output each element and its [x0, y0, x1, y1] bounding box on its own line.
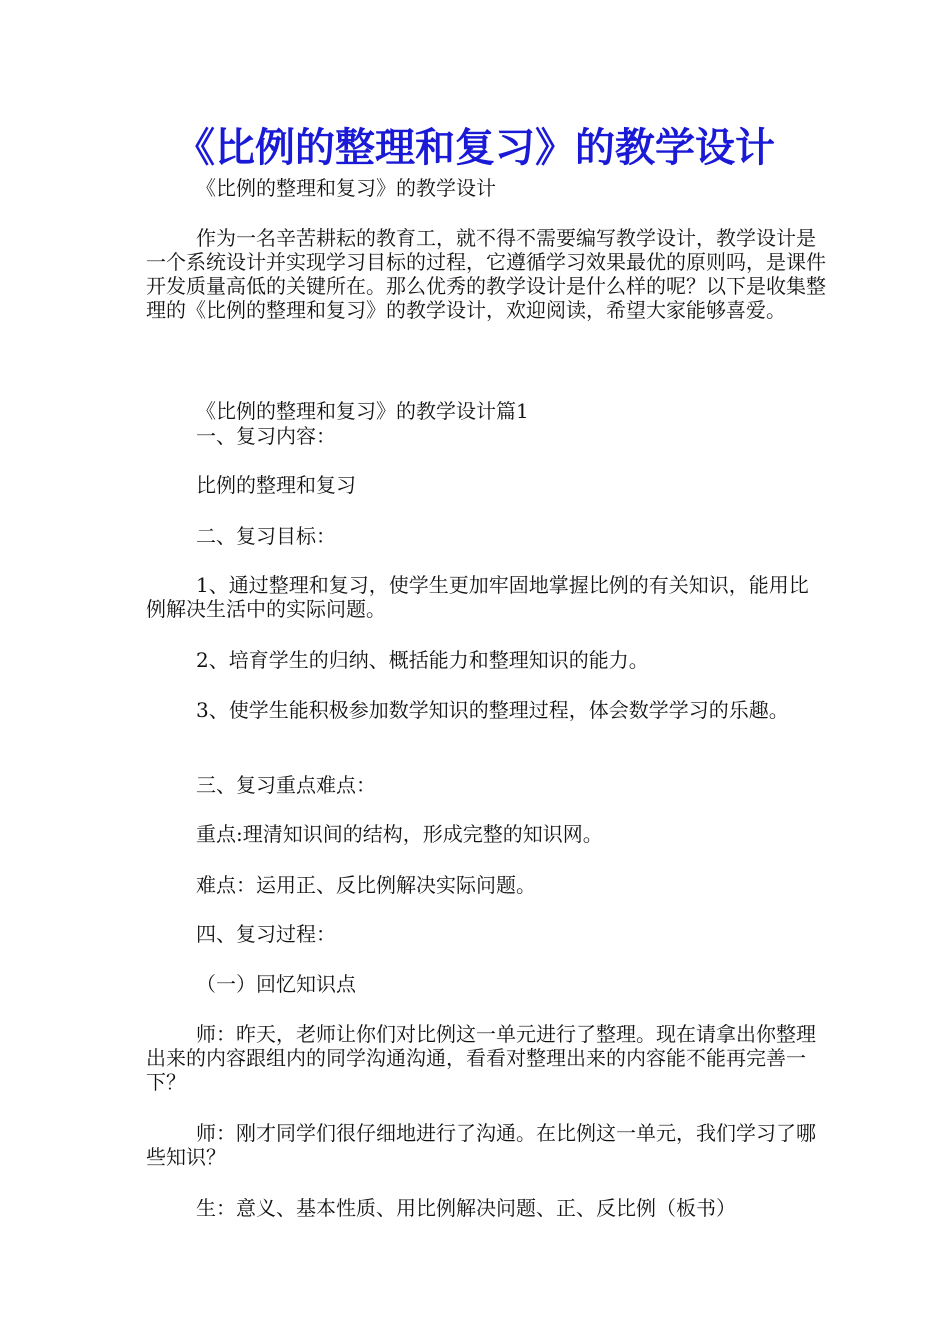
heading-key-points: 三、复习重点难点：	[196, 773, 376, 797]
heading-review-content: 一、复习内容：	[196, 424, 336, 448]
intro-paragraph: 作为一名辛苦耕耘的教育工，就不得不需要编写教学设计，教学设计是一个系统设计并实现学习目标的过程，它遵循学习效果最优的原则吗，是课件开发质量高低的关键所在。那么优秀的教学设计是什么样的呢？以下是收集整理的《比例的整理和复习》的教学设计，欢迎阅读，希望大家能够喜爱。	[146, 226, 826, 322]
difficult-point: 难点：运用正、反比例解决实际问题。	[196, 873, 536, 897]
goal-item-1: 1、通过整理和复习，使学生更加牢固地掌握比例的有关知识，能用比例解决生活中的实际问题。	[146, 573, 809, 621]
dialogue-student-1: 生：意义、基本性质、用比例解决问题、正、反比例（板书）	[196, 1196, 736, 1220]
key-point: 重点:理清知识间的结构，形成完整的知识网。	[196, 822, 603, 846]
subtitle: 《比例的整理和复习》的教学设计	[196, 176, 496, 200]
dialogue-teacher-1: 师：昨天，老师让你们对比例这一单元进行了整理。现在请拿出你整理出来的内容跟组内的同学沟通沟通，看看对整理出来的内容能不能再完善一下？	[146, 1022, 816, 1094]
paragraph-review-topic: 比例的整理和复习	[196, 473, 356, 497]
document-title: 《比例的整理和复习》的教学设计	[175, 124, 775, 171]
dialogue-teacher-2: 师：刚才同学们很仔细地进行了沟通。在比例这一单元，我们学习了哪些知识？	[146, 1121, 816, 1169]
heading-review-goals: 二、复习目标：	[196, 524, 336, 548]
goal-item-3: 3、使学生能积极参加数学知识的整理过程，体会数学学习的乐趣。	[196, 698, 789, 722]
section-title: 《比例的整理和复习》的教学设计篇1	[196, 399, 529, 423]
subheading-recall: （一）回忆知识点	[196, 972, 356, 996]
goal-item-2: 2、培育学生的归纳、概括能力和整理知识的能力。	[196, 648, 649, 672]
heading-review-process: 四、复习过程：	[196, 922, 336, 946]
